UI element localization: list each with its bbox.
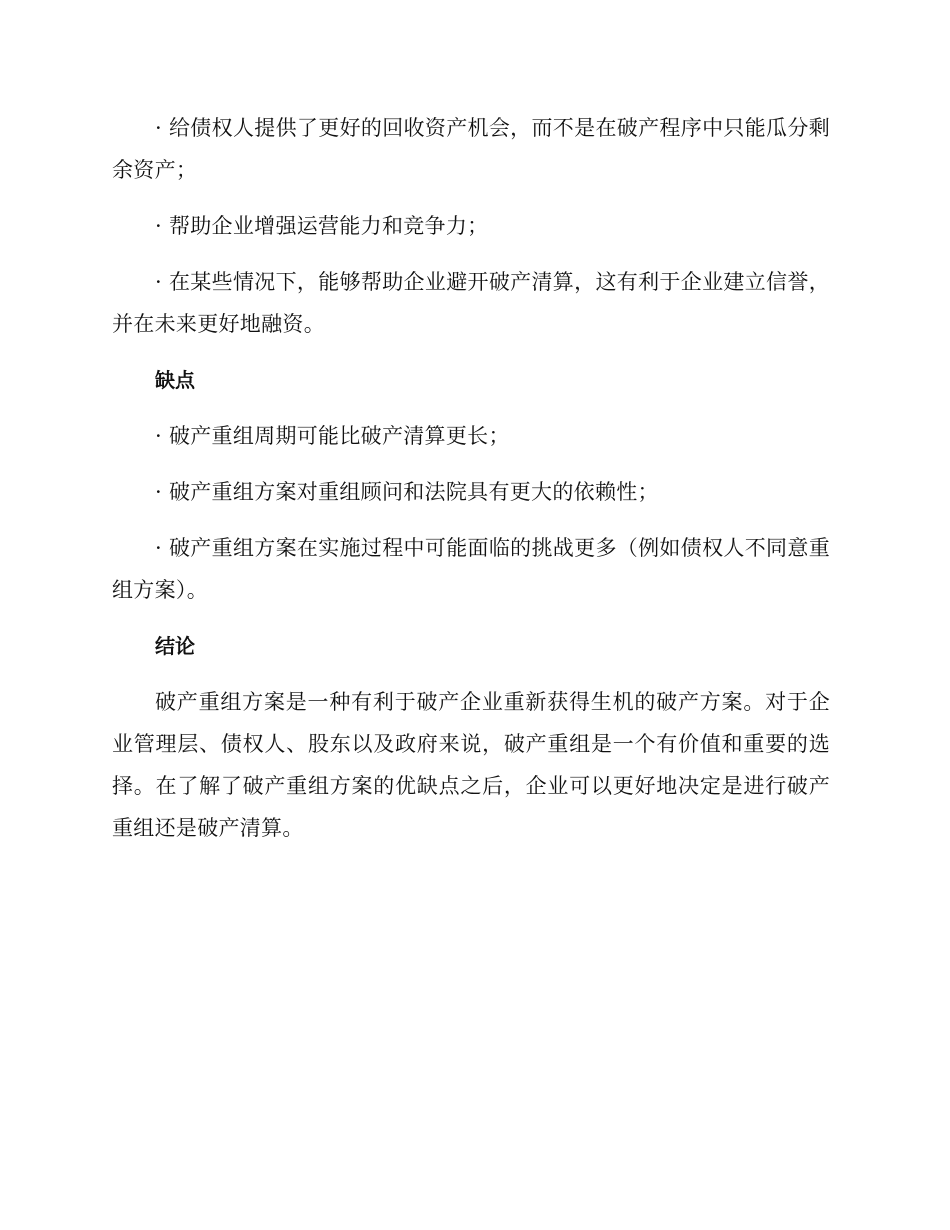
cons-heading: 缺点 — [155, 368, 195, 392]
cons-item: · 破产重组方案在实施过程中可能面临的挑战更多（例如债权人不同意重组方案）。 — [112, 536, 830, 602]
pros-item: · 在某些情况下，能够帮助企业避开破产清算，这有利于企业建立信誉，并在未来更好地融资。 — [112, 270, 830, 336]
conclusion-heading: 结论 — [155, 634, 195, 658]
pros-item: · 给债权人提供了更好的回收资产机会，而不是在破产程序中只能瓜分剩余资产； — [112, 116, 830, 182]
cons-item: · 破产重组周期可能比破产清算更长； — [155, 424, 510, 448]
cons-item: · 破产重组方案对重组顾问和法院具有更大的依赖性； — [155, 480, 659, 504]
conclusion-paragraph: 破产重组方案是一种有利于破产企业重新获得生机的破产方案。对于企业管理层、债权人、股东以及政府来说，破产重组是一个有价值和重要的选择。在了解了破产重组方案的优缺点之后，企业可以更好地决定是进行破产重组还是破产清算。 — [112, 690, 830, 840]
document-content — [112, 107, 830, 863]
pros-item: · 帮助企业增强运营能力和竞争力； — [155, 214, 489, 238]
